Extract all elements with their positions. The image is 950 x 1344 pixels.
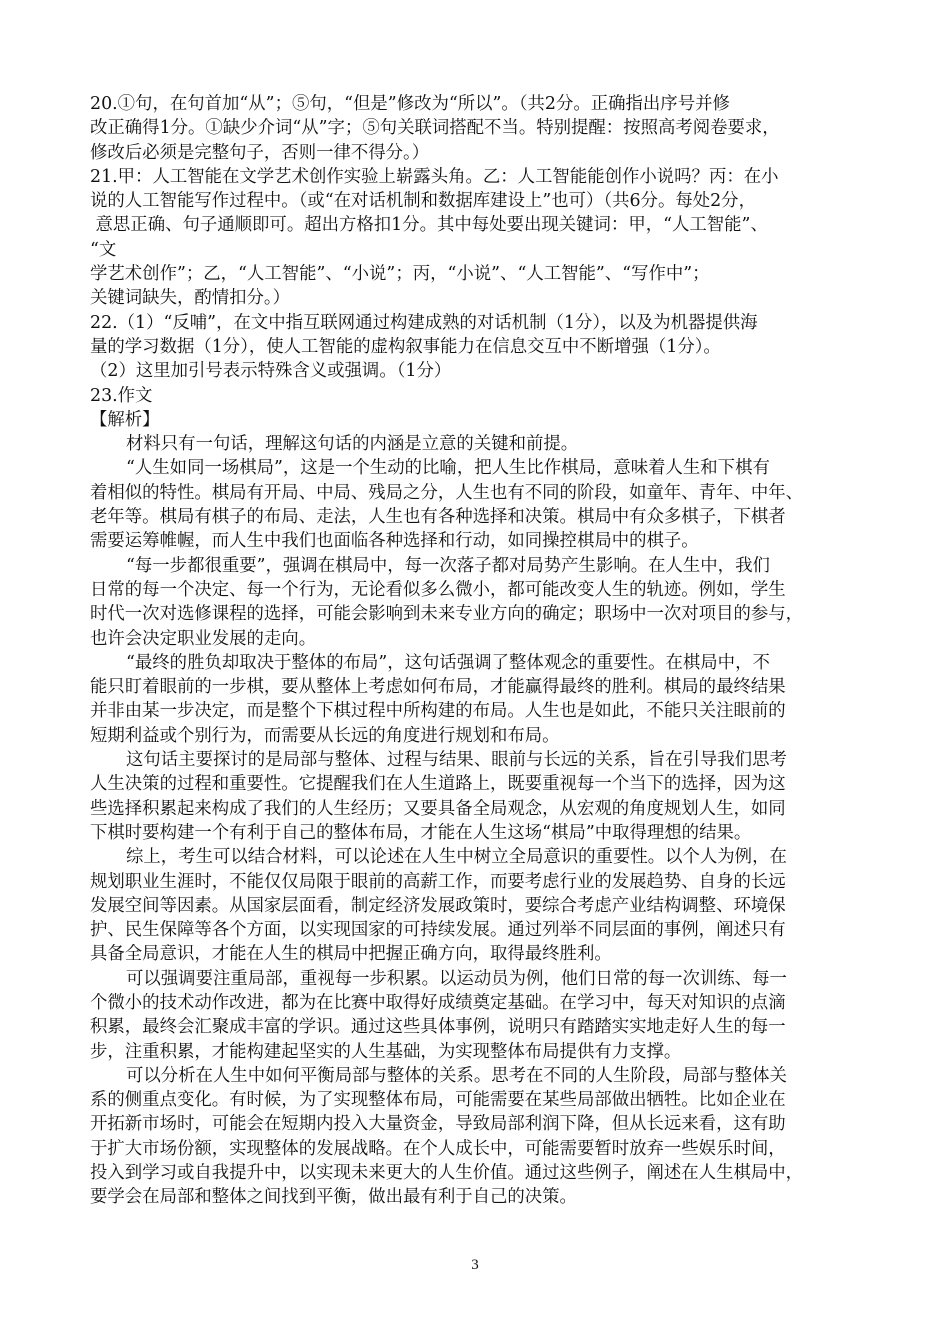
text-line: 22.（1）“反哺”，在文中指互联网通过构建成熟的对话机制（1分），以及为机器提供海 (90, 312, 758, 333)
text-line: 并非由某一步决定，而是整个下棋过程中所构建的布局。人生也是如此，不能只关注眼前的 (90, 701, 786, 722)
analysis-paragraph-1 (90, 432, 872, 456)
analysis-paragraph-8 (90, 1064, 872, 1210)
text-line: “人生如同一场棋局”，这是一个生动的比喻，把人生比作棋局，意味着人生和下棋有 (126, 458, 770, 479)
analysis-paragraph-5 (90, 748, 872, 845)
question-21-answer (90, 165, 872, 311)
text-line: 修改后必须是完整句子，否则一律不得分。） (90, 142, 430, 163)
text-line: 规划职业生涯时，不能仅仅局限于眼前的高薪工作，而要考虑行业的发展趋势、自身的长远 (90, 871, 786, 892)
text-line: “文 (90, 239, 117, 260)
text-line: 老年等。棋局有棋子的布局、走法，人生也有各种选择和决策。棋局中有众多棋子，下棋者 (90, 507, 786, 528)
text-line: 20.①句，在句首加“从”；⑤句，“但是”修改为“所以”。（共2分。正确指出序号并修 (90, 94, 730, 114)
text-line: 些选择积累起来构成了我们的人生经历；又要具备全局观念，从宏观的角度规划人生，如同 (90, 798, 786, 819)
text-line: 需要运筹帷幄，而人生中我们也面临各种选择和行动，如同操控棋局中的棋子。 (90, 531, 699, 552)
analysis-paragraph-3 (90, 554, 872, 651)
page-number: 3 (471, 1257, 479, 1273)
text-line: 日常的每一个决定、每一个行为，无论看似多么微小，都可能改变人生的轨迹。例如，学生 (90, 579, 786, 600)
text-line: 系的侧重点变化。有时候，为了实现整体布局，可能需要在某些局部做出牺牲。比如企业在 (90, 1090, 786, 1111)
text-line: 个微小的技术动作改进，都为在比赛中取得好成绩奠定基础。在学习中，每天对知识的点滴 (90, 992, 786, 1013)
text-line: “每一步都很重要”，强调在棋局中，每一次落子都对局势产生影响。在人生中，我们 (126, 555, 770, 576)
text-line: 着相似的特性。棋局有开局、中局、残局之分，人生也有不同的阶段，如童年、青年、中年、 (90, 482, 804, 503)
text-line: 量的学习数据（1分），使人工智能的虚构叙事能力在信息交互中不断增强（1分）。 (90, 336, 721, 357)
text-line: 时代一次对选修课程的选择，可能会影响到未来专业方向的确定；职场中一次对项目的参与， (90, 604, 804, 625)
text-line: 学艺术创作”；乙，“人工智能”、“小说”；丙，“小说”、“人工智能”、“写作中”； (90, 264, 710, 285)
analysis-paragraph-7 (90, 967, 872, 1064)
text-line: 投入到学习或自我提升中，以实现未来更大的人生价值。通过这些例子，阐述在人生棋局中， (90, 1163, 804, 1184)
analysis-paragraph-6 (90, 845, 872, 966)
question-23-title: 23.作文 (90, 385, 153, 406)
text-line: 护、民生保障等各个方面，以实现国家的可持续发展。通过列举不同层面的事例，阐述只有 (90, 920, 786, 941)
text-line: 材料只有一句话，理解这句话的内涵是立意的关键和前提。 (126, 434, 579, 455)
question-22-answer (90, 311, 872, 384)
text-line: 发展空间等因素。从国家层面看，制定经济发展政策时，要综合考虑产业结构调整、环境保 (90, 895, 786, 916)
text-line: 于扩大市场份额，实现整体的发展战略。在个人成长中，可能需要暂时放弃一些娱乐时间， (90, 1138, 786, 1159)
text-line: 开拓新市场时，可能会在短期内投入大量资金，导致局部利润下降，但从长远来看，这有助 (90, 1114, 786, 1135)
text-line: 积累，最终会汇聚成丰富的学识。通过这些具体事例，说明只有踏踏实实地走好人生的每一 (90, 1017, 786, 1038)
text-line: 能只盯着眼前的一步棋，要从整体上考虑如何布局，才能赢得最终的胜利。棋局的最终结果 (90, 677, 786, 698)
text-line: 可以强调要注重局部，重视每一步积累。以运动员为例，他们日常的每一次训练、每一 (126, 968, 787, 989)
text-line: 改正确得1分。①缺少介词“从”字；⑤句关联词搭配不当。特别提醒：按照高考阅卷要求， (90, 118, 780, 139)
text-line: 综上，考生可以结合材料，可以论述在人生中树立全局意识的重要性。以个人为例，在 (126, 847, 787, 868)
text-line: 21.甲：人工智能在文学艺术创作实验上崭露头角。乙：人工智能能创作小说吗？丙：在小 (90, 166, 779, 187)
text-line: 具备全局意识，才能在人生的棋局中把握正确方向，取得最终胜利。 (90, 944, 612, 965)
text-line: 人生决策的过程和重要性。它提醒我们在人生道路上，既要重视每一个当下的选择，因为这 (90, 774, 786, 795)
text-line: 关键词缺失，酌情扣分。） (90, 288, 290, 309)
text-line: 也许会决定职业发展的走向。 (90, 628, 317, 649)
text-line: 短期利益或个别行为，而需要从长远的角度进行规划和布局。 (90, 725, 560, 746)
text-line: 可以分析在人生中如何平衡局部与整体的关系。思考在不同的人生阶段，局部与整体关 (126, 1065, 787, 1086)
analysis-paragraph-2 (90, 456, 872, 553)
text-line: 要学会在局部和整体之间找到平衡，做出最有利于自己的决策。 (90, 1187, 577, 1208)
text-line: 步，注重积累，才能构建起坚实的人生基础，为实现整体布局提供有力支撑。 (90, 1041, 682, 1062)
text-line: （2）这里加引号表示特殊含义或强调。（1分） (90, 361, 452, 382)
text-line: 说的人工智能写作过程中。（或“在对话机制和数据库建设上”也可）（共6分。每处2分， (90, 191, 756, 212)
analysis-paragraph-4 (90, 651, 872, 748)
text-line: 意思正确、句子通顺即可。超出方格扣1分。其中每处要出现关键词：甲，“人工智能”、 (90, 215, 768, 236)
text-line: 下棋时要构建一个有利于自己的整体布局，才能在人生这场“棋局”中取得理想的结果。 (90, 822, 752, 843)
text-line: “最终的胜负却取决于整体的布局”，这句话强调了整体观念的重要性。在棋局中，不 (126, 652, 770, 673)
question-20-answer (90, 92, 872, 165)
analysis-label: 【解析】 (90, 409, 160, 430)
answer-document (90, 92, 872, 1210)
text-line: 这句话主要探讨的是局部与整体、过程与结果、眼前与长远的关系，旨在引导我们思考 (126, 750, 787, 771)
